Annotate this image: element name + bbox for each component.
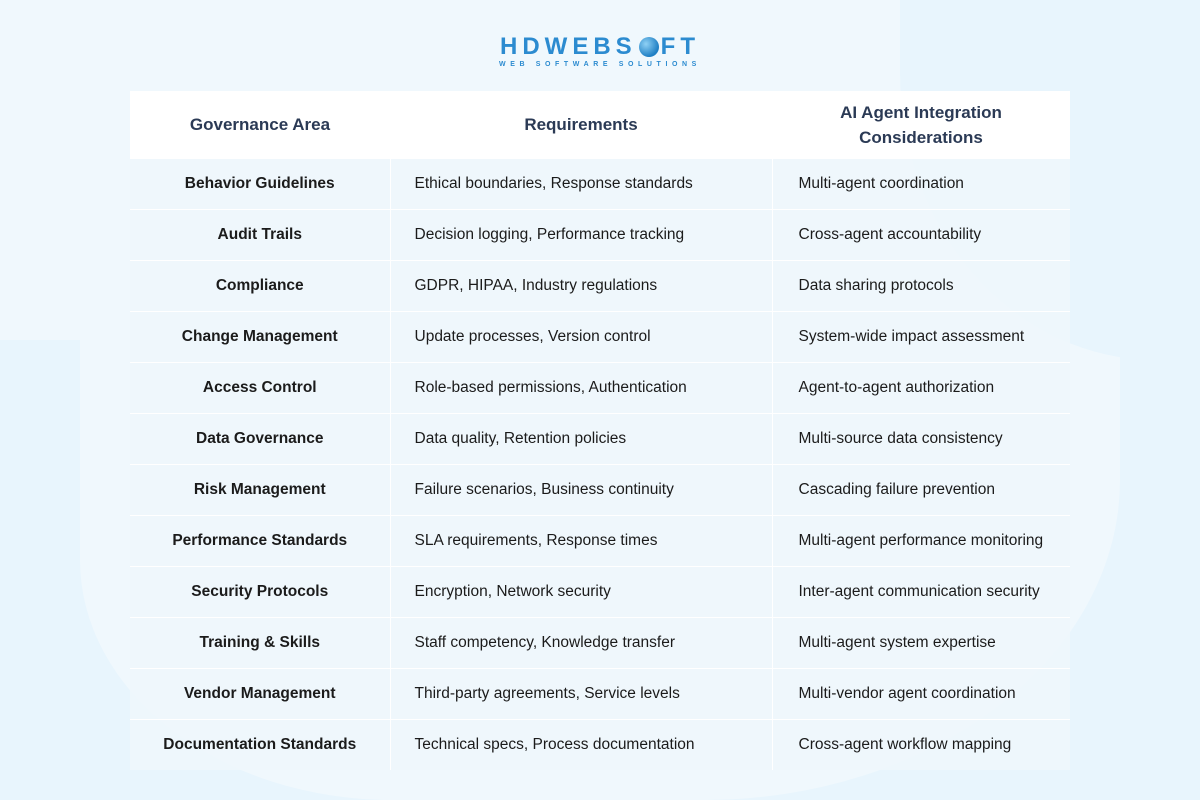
ai-considerations-cell: Inter-agent communication security [772,567,1070,618]
column-header-requirements: Requirements [390,91,772,159]
table-row [130,261,1070,312]
table-row [130,465,1070,516]
governance-area-cell: Risk Management [130,465,390,516]
ai-considerations-cell: System-wide impact assessment [772,312,1070,363]
governance-area-cell: Training & Skills [130,618,390,669]
table-row [130,363,1070,414]
governance-area-cell: Compliance [130,261,390,312]
governance-area-cell: Data Governance [130,414,390,465]
column-header-ai-considerations: AI Agent Integration Considerations [772,91,1070,159]
ai-considerations-cell: Multi-agent system expertise [772,618,1070,669]
table-row [130,159,1070,210]
table-row [130,414,1070,465]
ai-considerations-cell: Multi-source data consistency [772,414,1070,465]
governance-table [130,91,1070,770]
logo-text-right: FT [660,33,700,60]
governance-area-cell: Vendor Management [130,669,390,720]
requirements-cell: Failure scenarios, Business continuity [390,465,772,516]
table-header-row [130,91,1070,159]
ai-considerations-cell: Cascading failure prevention [772,465,1070,516]
governance-area-cell: Documentation Standards [130,720,390,771]
requirements-cell: Encryption, Network security [390,567,772,618]
column-header-governance-area: Governance Area [130,91,390,159]
governance-area-cell: Change Management [130,312,390,363]
requirements-cell: SLA requirements, Response times [390,516,772,567]
requirements-cell: Role-based permissions, Authentication [390,363,772,414]
table-row [130,516,1070,567]
brand-logo [0,34,1200,68]
table-row [130,567,1070,618]
ai-considerations-cell: Multi-agent coordination [772,159,1070,210]
logo-text-left: HDWEBS [500,33,637,60]
requirements-cell: Third-party agreements, Service levels [390,669,772,720]
governance-area-cell: Performance Standards [130,516,390,567]
globe-icon [639,37,659,57]
ai-considerations-cell: Multi-agent performance monitoring [772,516,1070,567]
requirements-cell: Decision logging, Performance tracking [390,210,772,261]
table-row [130,312,1070,363]
ai-considerations-cell: Cross-agent accountability [772,210,1070,261]
table-row [130,618,1070,669]
governance-area-cell: Security Protocols [130,567,390,618]
governance-area-cell: Access Control [130,363,390,414]
governance-area-cell: Behavior Guidelines [130,159,390,210]
ai-considerations-cell: Multi-vendor agent coordination [772,669,1070,720]
table-row [130,720,1070,771]
requirements-cell: Ethical boundaries, Response standards [390,159,772,210]
ai-considerations-cell: Agent-to-agent authorization [772,363,1070,414]
ai-considerations-cell: Cross-agent workflow mapping [772,720,1070,771]
requirements-cell: Data quality, Retention policies [390,414,772,465]
requirements-cell: GDPR, HIPAA, Industry regulations [390,261,772,312]
logo-tagline: WEB SOFTWARE SOLUTIONS [499,61,701,68]
requirements-cell: Technical specs, Process documentation [390,720,772,771]
governance-area-cell: Audit Trails [130,210,390,261]
logo-wordmark [500,34,700,60]
ai-considerations-cell: Data sharing protocols [772,261,1070,312]
table-row [130,210,1070,261]
requirements-cell: Staff competency, Knowledge transfer [390,618,772,669]
table-row [130,669,1070,720]
requirements-cell: Update processes, Version control [390,312,772,363]
